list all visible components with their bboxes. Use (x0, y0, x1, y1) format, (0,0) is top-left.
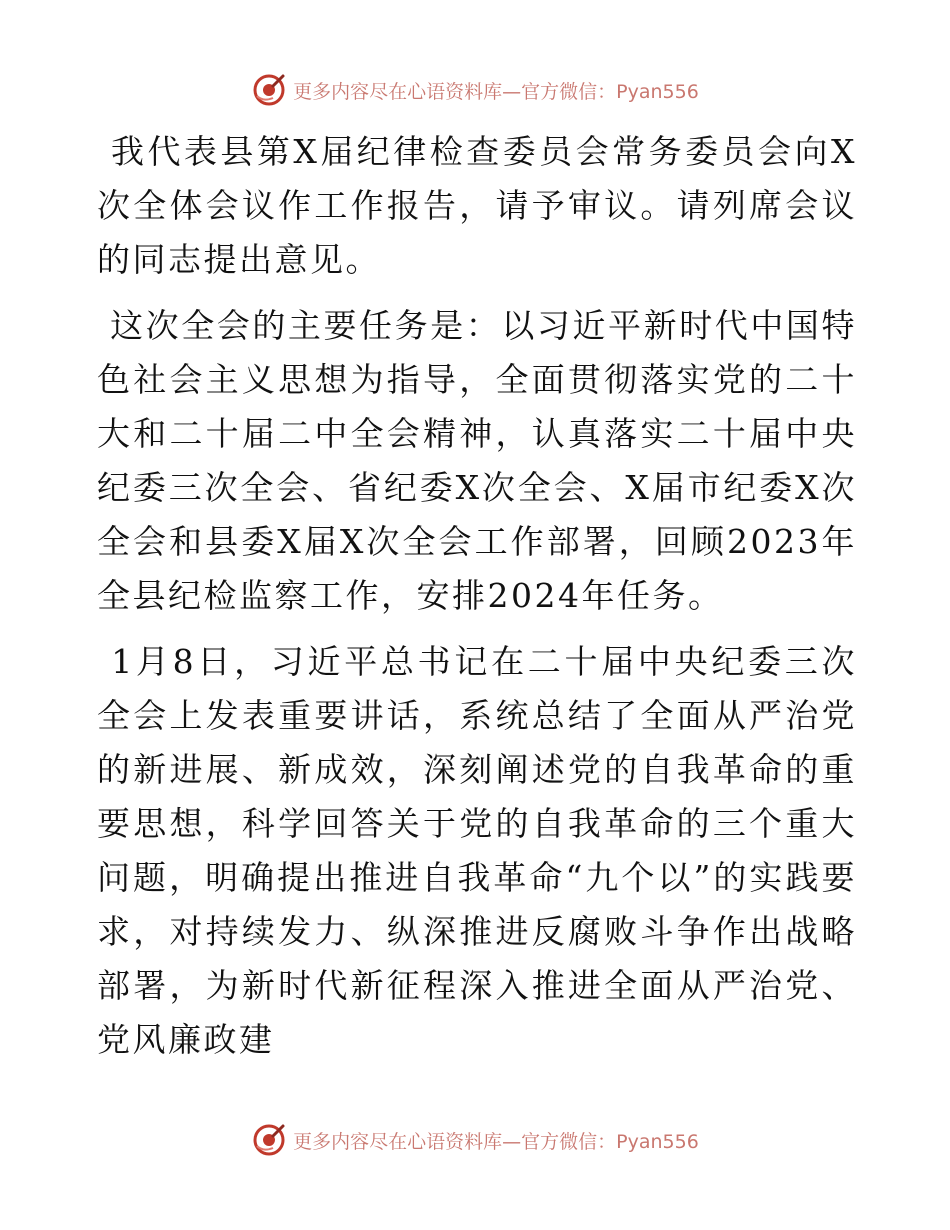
footer-watermark (0, 1120, 950, 1160)
watermark-text: 更多内容尽在心语资料库—官方微信：Pyan556 (293, 1130, 699, 1153)
paragraph: 这次全会的主要任务是：以习近平新时代中国特色社会主义思想为指导，全面贯彻落实党的二十大和二十届二中全会精神，认真落实二十届中央纪委三次全会、省纪委X次全会、X届市纪委X次全会和县委X届X次全会工作部署，回顾2023年全县纪检监察工作，安排2024年任务。 (97, 306, 857, 615)
paragraph: 我代表县第X届纪律检查委员会常务委员会向X次全体会议作工作报告，请予审议。请列席会议的同志提出意见。 (97, 132, 857, 279)
watermark-text: 更多内容尽在心语资料库—官方微信：Pyan556 (293, 80, 699, 103)
document-body (97, 125, 857, 1079)
logo-pen-icon (251, 72, 287, 108)
header-watermark (0, 70, 950, 110)
paragraph: 1月8日，习近平总书记在二十届中央纪委三次全会上发表重要讲话，系统总结了全面从严治党的新进展、新成效，深刻阐述党的自我革命的重要思想，科学回答关于党的自我革命的三个重大问题，明确提出推进自我革命“九个以”的实践要求，对持续发力、纵深推进反腐败斗争作出战略部署，为新时代新征程深入推进全面从严治党、党风廉政建 (97, 642, 857, 1059)
logo-pen-icon (251, 1122, 287, 1158)
